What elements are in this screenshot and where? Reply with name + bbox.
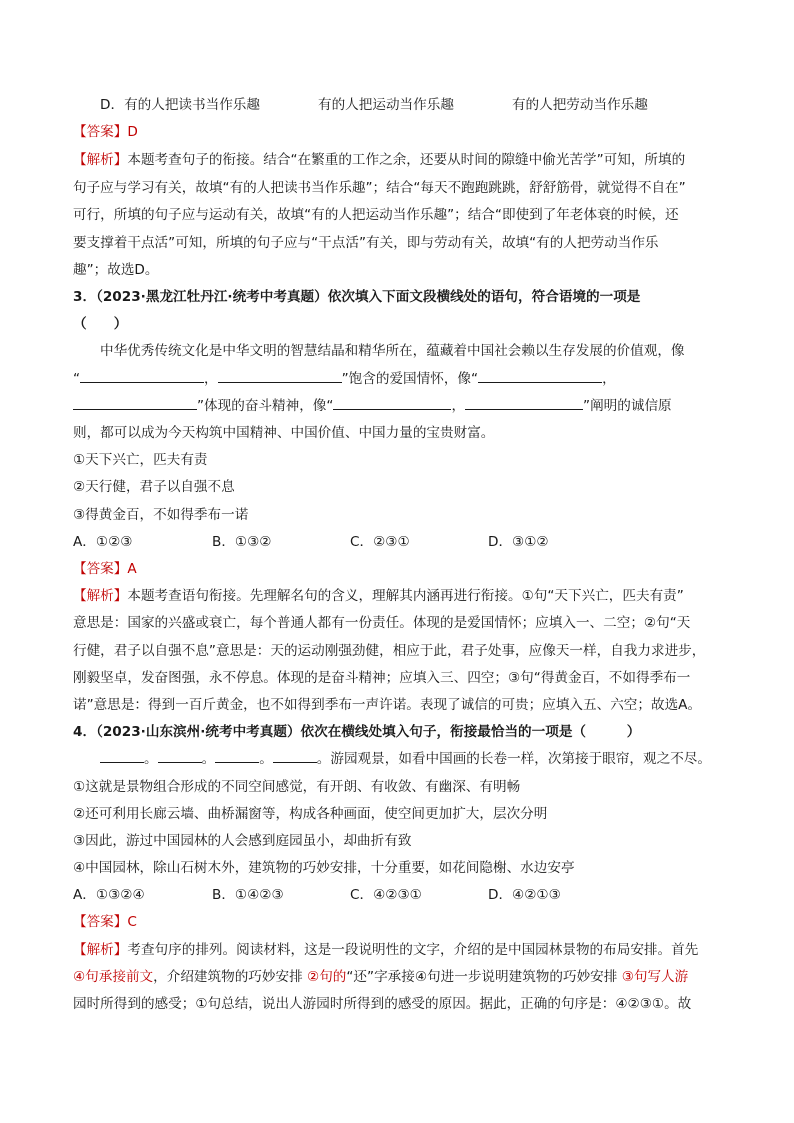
q3-analysis-line-2: 意思是：国家的兴盛或衰亡，每个普通人都有一份责任。体现的是爱国情怀；应填入一、二空；②句“天: [73, 615, 691, 631]
blank-1: [80, 370, 204, 383]
q4-analysis-line-1: 【解析】考查句序的排列。阅读材料，这是一段说明性的文字，介绍的是中国园林景物的布局安排。首先: [73, 942, 699, 958]
q4-answer: 【答案】C: [73, 914, 137, 930]
q3-analysis-line-4: 刚毅坚卓，发奋图强，永不停息。体现的是奋斗精神；应填入三、四空；③句“得黄金百，不如得季布一: [73, 670, 691, 686]
q4-analysis-line-3: 园时所得到的感受；①句总结，说出人游园时所得到的感受的原因。据此，正确的句序是：④②③①。故: [73, 996, 692, 1012]
blank-3: [478, 370, 602, 383]
q3-passage-line-1: 中华优秀传统文化是中华文明的智慧结晶和精华所在，蕴藏着中国社会赖以生存发展的价值观，像: [100, 343, 685, 359]
q2-analysis-line-4: 要支撑着干点活”可知，所填的句子应与“干点活”有关，即与劳动有关，故填“有的人把劳动当作乐: [73, 235, 659, 251]
q4-item-3: ③因此，游过中国园林的人会感到庭园虽小，却曲折有致: [73, 833, 412, 849]
q3-item-1: ①天下兴亡，匹夫有责: [73, 452, 208, 468]
q2-analysis-line-3: 可行，所填的句子应与运动有关，故填“有的人把运动当作乐趣”；结合“即使到了年老体衰的时候，还: [73, 207, 679, 223]
q3-analysis-line-5: 诺”意思是：得到一百斤黄金，也不如得到季布一声许诺。表现了诚信的可贵；应填入五、六空；故选A。: [73, 697, 702, 713]
blank-6: [465, 397, 583, 410]
q4-analysis-line-2: ④句承接前文，介绍建筑物的巧妙安排 ②句的“还”字承接④句进一步说明建筑物的巧妙安排 ③句写人游: [73, 969, 689, 985]
blank-4: [73, 397, 197, 410]
q4-title: 4．（2023·山东滨州·统考中考真题）依次在横线处填入句子，衔接最恰当的一项是（ ）: [73, 724, 641, 740]
q3-item-3: ③得黄金百，不如得季布一诺: [73, 507, 249, 523]
q4-item-1: ①这就是景物组合形成的不同空间感觉，有开朗、有收敛、有幽深、有明畅: [73, 779, 521, 795]
q3-analysis-line-3: 行健，君子以自强不息”意思是：天的运动刚强劲健，相应于此，君子处事，应像天一样，自我力求进步，: [73, 643, 706, 659]
blank-5: [333, 397, 451, 410]
q3-item-2: ②天行健，君子以自强不息: [73, 479, 235, 495]
q2-option-d: D．有的人把读书当作乐趣 有的人把运动当作乐趣 有的人把劳动当作乐趣: [100, 97, 648, 113]
q3-passage-line-3: ”体现的奋斗精神，像“ ， ”阐明的诚信原: [73, 397, 733, 415]
q3-title: 3．（2023·黑龙江牡丹江·统考中考真题）依次填入下面文段横线处的语句，符合语境的一项是: [73, 289, 641, 305]
q4-lead: 。 。 。 。游园观景，如看中国画的长卷一样，次第接于眼帘，观之不尽。: [100, 750, 760, 768]
q3-passage-line-2: “ ， ”饱含的爱国情怀，像“ ，: [73, 371, 616, 387]
q4-item-2: ②还可利用长廊云墙、曲桥漏窗等，构成各种画面，使空间更加扩大，层次分明: [73, 806, 548, 822]
q3-analysis-line-1: 【解析】本题考查语句衔接。先理解名句的含义，理解其内涵再进行衔接。①句“天下兴亡，匹夫有责”: [73, 588, 684, 604]
blank-2: [218, 370, 342, 383]
q4-options: A．①③②④ B．①④②③ C．④②③① D．④②①③: [73, 887, 561, 903]
q3-answer: 【答案】A: [73, 561, 137, 577]
q3-title-bracket: （ ）: [73, 316, 128, 332]
q2-analysis-line-2: 句子应与学习有关，故填“有的人把读书当作乐趣”；结合“每天不跑跑跳跳，舒舒筋骨，就觉得不自在”: [73, 180, 686, 196]
q2-answer: 【答案】D: [73, 124, 138, 140]
q3-options: A．①②③ B．①③② C．②③① D．③①②: [73, 534, 549, 550]
q2-analysis-line-5: 趣”；故选D。: [73, 262, 159, 278]
q2-analysis-line-1: 【解析】本题考查句子的衔接。结合“在繁重的工作之余，还要从时间的隙缝中偷光苦学”可知，所填的: [73, 152, 686, 168]
q3-passage-line-4: 则，都可以成为今天构筑中国精神、中国价值、中国力量的宝贵财富。: [73, 425, 495, 441]
q4-item-4: ④中国园林，除山石树木外，建筑物的巧妙安排，十分重要，如花间隐榭、水边安亭: [73, 860, 575, 876]
